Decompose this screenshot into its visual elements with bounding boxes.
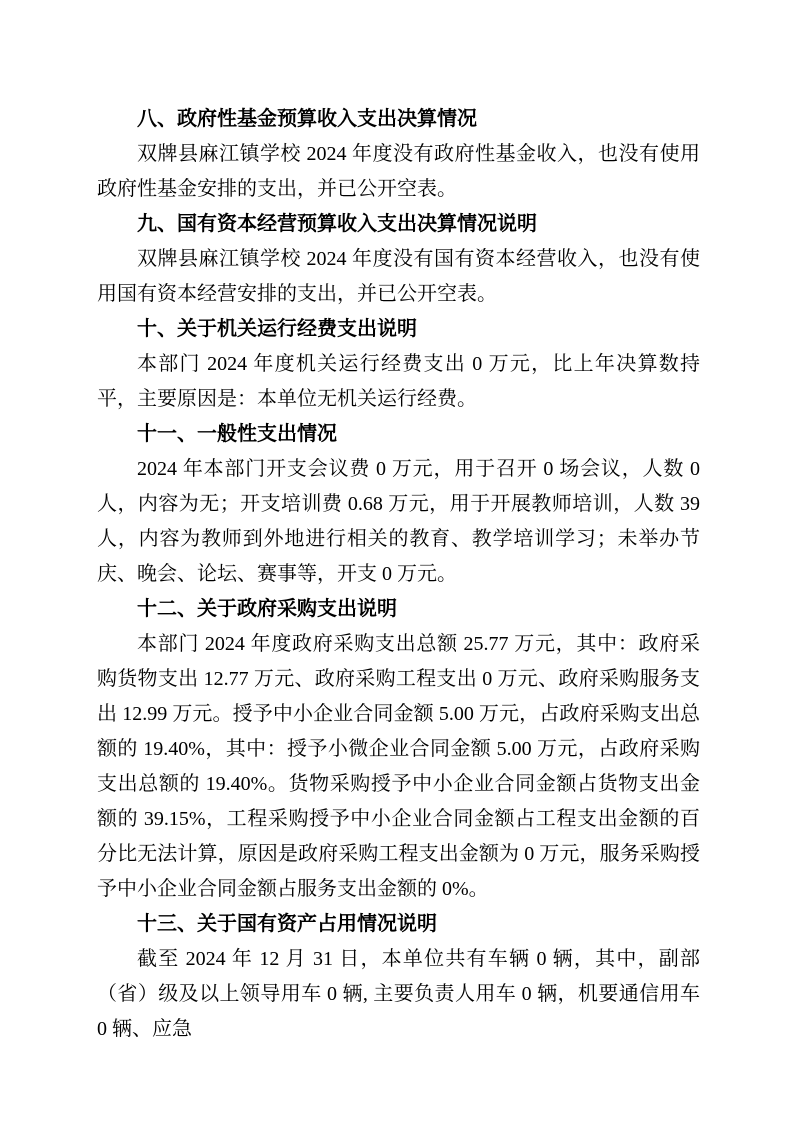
section-heading: 八、政府性基金预算收入支出决算情况 xyxy=(137,108,477,130)
section-state-asset-occupancy xyxy=(97,907,700,1047)
document-body xyxy=(97,102,700,1047)
section-heading: 十三、关于国有资产占用情况说明 xyxy=(137,913,437,935)
section-heading: 十、关于机关运行经费支出说明 xyxy=(137,318,417,340)
section-paragraph: 2024 年本部门开支会议费 0 万元，用于召开 0 场会议，人数 0 人，内容为无；开支培训费 0.68 万元，用于开展教师培训，人数 39 人，内容为教师到外地进行相关的教育、教学培训学习；未举办节庆、晚会、论坛、赛事等，开支 0 万元。 xyxy=(97,458,700,585)
section-heading: 十二、关于政府采购支出说明 xyxy=(137,598,397,620)
section-agency-operating-expense xyxy=(97,312,700,417)
section-paragraph: 本部门 2024 年度机关运行经费支出 0 万元，比上年决算数持平，主要原因是：本单位无机关运行经费。 xyxy=(97,353,700,410)
section-general-expense xyxy=(97,417,700,592)
section-gov-fund-budget xyxy=(97,102,700,207)
section-heading: 十一、一般性支出情况 xyxy=(137,423,337,445)
section-paragraph: 双牌县麻江镇学校 2024 年度没有国有资本经营收入，也没有使用国有资本经营安排的支出，并已公开空表。 xyxy=(97,248,700,305)
section-paragraph: 双牌县麻江镇学校 2024 年度没有政府性基金收入，也没有使用政府性基金安排的支出，并已公开空表。 xyxy=(97,143,700,200)
section-paragraph: 本部门 2024 年度政府采购支出总额 25.77 万元，其中：政府采购货物支出 12.77 万元、政府采购工程支出 0 万元、政府采购服务支出 12.99 万元。授予中小企业合同金额 5.00 万元，占政府采购支出总额的 19.40%，其中：授予小微企业合同金额 5.00 万元，占政府采购支出总额的 19.40%。货物采购授予中小企业合同金额占货物支出金额的 39.15%，工程采购授予中小企业合同金额占工程支出金额的百分比无法计算，原因是政府采购工程支出金额为 0 万元，服务采购授予中小企业合同金额占服务支出金额的 0%。 xyxy=(97,633,700,900)
section-heading: 九、国有资本经营预算收入支出决算情况说明 xyxy=(137,213,537,235)
section-state-capital-budget xyxy=(97,207,700,312)
section-paragraph: 截至 2024 年 12 月 31 日，本单位共有车辆 0 辆，其中，副部（省）级及以上领导用车 0 辆, 主要负责人用车 0 辆，机要通信用车 0 辆、应急 xyxy=(97,948,700,1040)
section-gov-procurement xyxy=(97,592,700,907)
